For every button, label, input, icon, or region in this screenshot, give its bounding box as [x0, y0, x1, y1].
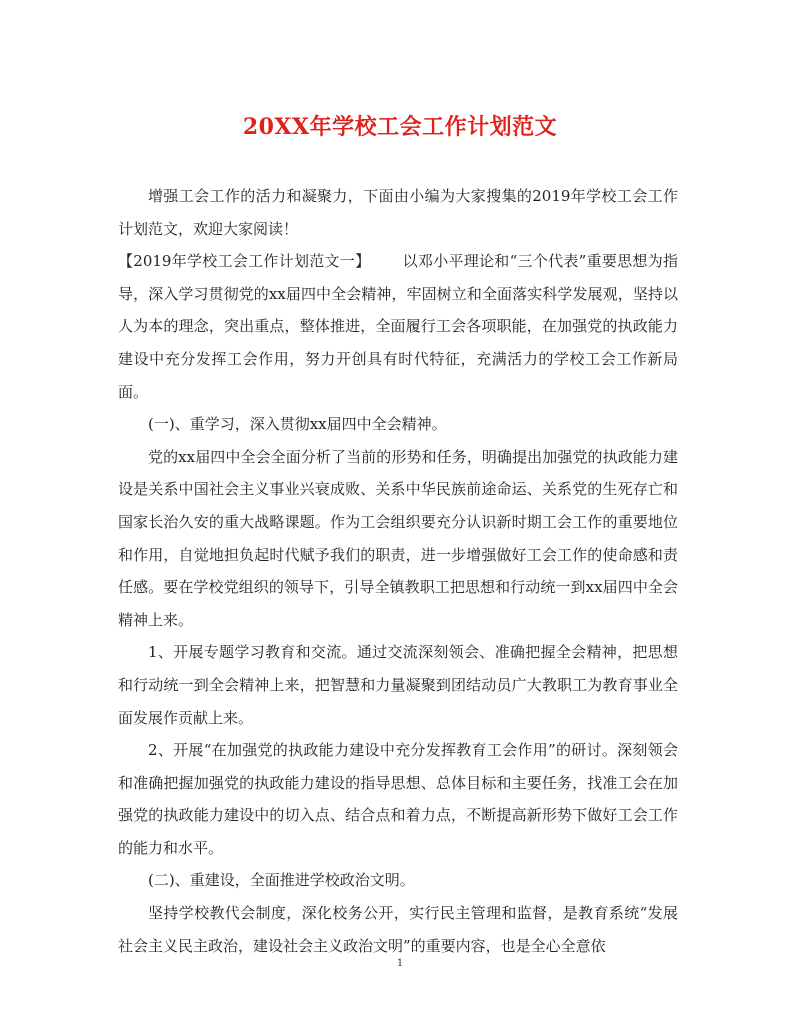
guiding-paragraph: 以邓小平理论和“三个代表”重要思想为指导，深入学习贯彻党的xx届四中全会精神，牢固树立和全面落实科学发展观，坚持以人为本的理念，突出重点，整体推进，全面履行工会各项职能，在加强党的执政能力建设中充分发挥工会作用，努力开创具有时代特征，充满活力的学校工会工作新局面。 [118, 252, 678, 401]
item-2-paragraph: 2、开展“在加强党的执政能力建设中充分发挥教育工会作用”的研讨。深刻领会和准确把握加强党的执政能力建设的指导思想、总体目标和主要任务，找准工会在加强党的执政能力建设中的切入点、结合点和着力点，不断提高新形势下做好工会工作的能力和水平。 [118, 741, 678, 857]
page-number: 1 [396, 958, 404, 969]
document-title: 20XX年学校工会工作计划范文 [242, 114, 558, 140]
item-1-paragraph: 1、开展专题学习教育和交流。通过交流深刻领会、准确把握全会精神，把思想和行动统一到全会精神上来，把智慧和力量凝聚到团结动员广大教职工为教育事业全面发展作贡献上来。 [118, 643, 678, 727]
subheading-study: (一)、重学习，深入贯彻xx届四中全会精神。 [148, 415, 447, 434]
paragraph-democracy: 坚持学校教代会制度，深化校务公开，实行民主管理和监督，是教育系统“发展社会主义民主政治，建设社会主义政治文明”的重要内容，也是全心全意依 [118, 904, 678, 955]
subheading-construction: (二)、重建设，全面推进学校政治文明。 [148, 871, 415, 890]
intro-paragraph: 增强工会工作的活力和凝聚力，下面由小编为大家搜集的2019年学校工会工作计划范文，欢迎大家阅读！ [118, 187, 678, 238]
section-heading: 【2019年学校工会工作计划范文一】 [118, 252, 371, 271]
document-body [118, 180, 678, 962]
paragraph-plenum: 党的xx届四中全会全面分析了当前的形势和任务，明确提出加强党的执政能力建设是关系中国社会主义事业兴衰成败、关系中华民族前途命运、关系党的生死存亡和国家长治久安的重大战略课题。作为工会组织要充分认识新时期工会工作的重要地位和作用，自觉地担负起时代赋予我们的职责，进一步增强做好工会工作的使命感和责任感。要在学校党组织的领导下，引导全镇教职工把思想和行动统一到xx届四中全会精神上来。 [118, 447, 678, 629]
section-heading-paragraph [118, 245, 678, 408]
